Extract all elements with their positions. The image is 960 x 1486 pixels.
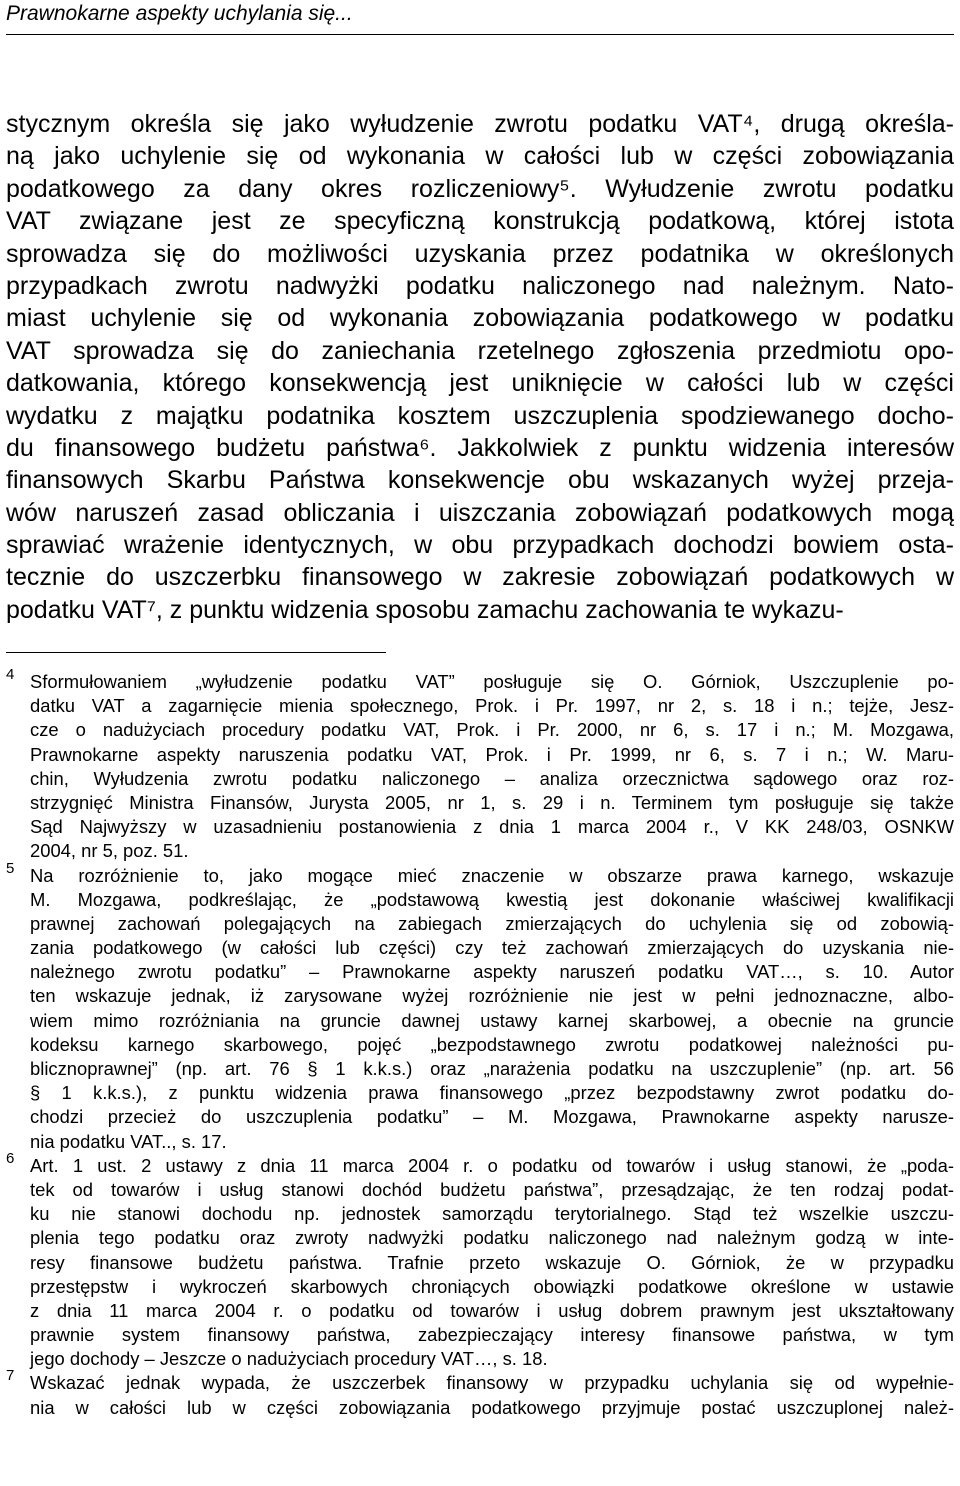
footnote-line: plenia tego podatku oraz zwroty nadwyżki podatku naliczonego nad należnym godzą w inte- [30,1227,954,1249]
footnote-line: chodzi przecież do uszczuplenia podatku” – M. Mozgawa, Prawnokarne aspekty narusze- [30,1106,954,1128]
page-header [6,0,954,30]
body-line: wydatku z majątku podatnika kosztem uszczuplenia spodziewanego docho- [6,401,954,430]
body-line: miast uchylenie się od wykonania zobowiązania podatkowego w podatku [6,304,954,333]
body-line: podatkowego za dany okres rozliczeniowy⁵. Wyłudzenie zwrotu podatku [6,174,954,203]
footnote-line: cze o nadużyciach procedury podatku VAT, Prok. i Pr. 2000, nr 6, s. 17 i n.; M. Mozgawa, [30,719,954,741]
footnotes [6,666,954,1420]
body-line: VAT sprowadza się do zaniechania rzetelnego zgłoszenia przedmiotu opo- [6,336,954,365]
footnote-line: Art. 1 ust. 2 ustawy z dnia 11 marca 2004 r. o podatku od towarów i usług stanowi, że „poda- [30,1154,954,1176]
footnote-line: M. Mozgawa, podkreślając, że „podstawową kwestią jest dokonanie właściwej kwalifikacji [30,888,954,910]
footnote-line: 2004, nr 5, poz. 51. [30,840,189,862]
footnote-line: Wskazać jednak wypada, że uszczerbek finansowy w przypadku uchylania się od wypełnie- [30,1372,954,1394]
main-text [6,108,954,626]
footnote-line: wiem mimo rozróżniania na gruncie dawnej ustawy karnej skarbowej, a obecnie na gruncie [30,1009,954,1031]
footnote-line: chin, Wyłudzenia zwrotu podatku naliczonego – analiza orzecznictwa sądowego oraz roz- [30,767,954,789]
body-line: przypadkach zwrotu nadwyżki podatku naliczonego nad należnym. Nato- [6,271,954,300]
footnote-line: Prawnokarne aspekty naruszenia podatku VAT, Prok. i Pr. 1999, nr 6, s. 7 i n.; W. Maru- [30,743,954,765]
footnote-number: 7 [6,1367,15,1385]
footnote-line: należnego zwrotu podatku” – Prawnokarne aspekty naruszeń podatku VAT…, s. 10. Autor [30,961,954,983]
footnote-line: z dnia 11 marca 2004 r. o podatku od towarów i usług dobrem prawnym jest ukształtowany [30,1299,954,1321]
body-line: podatku VAT⁷, z punktu widzenia sposobu zamachu zachowania te wykazu- [6,595,844,624]
footnote-line: przestępstw i wykroczeń skarbowych chroniących obowiązki podatkowe określone w ustawie [30,1275,954,1297]
running-title: Prawnokarne aspekty uchylania się... [6,2,353,25]
footnote-number: 6 [6,1149,15,1167]
footnote [6,859,954,1154]
body-line: du finansowego budżetu państwa⁶. Jakkolwiek z punktu widzenia interesów [6,433,954,462]
footnote-line: Sformułowaniem „wyłudzenie podatku VAT” posługuje się O. Górniok, Uszczuplenie po- [30,671,954,692]
body-line: sprawiać wrażenie identycznych, w obu przypadkach dochodzi bowiem osta- [6,531,954,560]
footnote [6,666,954,864]
body-line: finansowych Skarbu Państwa konsekwencje obu wskazanych wyżej przeja- [6,466,954,495]
footnote-line: zania podatkowego (w całości lub części) czy też zachowań zmierzających do uzyskania nie- [30,937,954,959]
body-line: datkowania, którego konsekwencją jest uniknięcie w całości lub w części [6,369,954,398]
footnote-separator [6,652,386,653]
body-line: sprowadza się do możliwości uzyskania przez podatnika w określonych [6,239,954,268]
footnote-line: resy finansowe budżetu państwa. Trafnie przeto wskazuje O. Górniok, że w przypadku [30,1251,954,1273]
body-line: wów naruszeń zasad obliczania i uiszczania zobowiązań podatkowych mogą [6,498,954,527]
footnote-line: datku VAT a zagarnięcie mienia społecznego, Prok. i Pr. 1997, nr 2, s. 18 i n.; tejże, Jesz- [30,695,954,717]
footnote [6,1367,954,1419]
footnote-line: blicznoprawnej” (np. art. 76 § 1 k.k.s.) oraz „narażenia podatku na uszczuplenie” (np. art. 56 [30,1058,954,1079]
body-line: stycznym określa się jako wyłudzenie zwrotu podatku VAT⁴, drugą określa- [6,110,954,138]
footnote-line: tek od towarów i usług stanowi dochód budżetu państwa”, przesądzając, że ten rodzaj podat- [30,1178,954,1200]
footnote-line: prawnie system finansowy państwa, zabezpieczający interesy finansowe państwa, w tym [30,1324,954,1346]
footnote-line: nia w całości lub w części zobowiązania podatkowego przyjmuje postać uszczuplonej należ- [30,1396,954,1418]
footnote-line: jego dochody – Jeszcze o nadużyciach procedury VAT…, s. 18. [30,1348,548,1370]
footnote-line: nia podatku VAT.., s. 17. [30,1130,227,1152]
body-line: VAT związane jest ze specyficzną konstrukcją podatkową, której istota [6,207,954,236]
body-line: tecznie do uszczerbku finansowego w zakresie zobowiązań podatkowych w [6,563,954,592]
footnote-number: 4 [6,666,15,683]
footnote-line: ku nie stanowi dochodu np. jednostek samorządu terytorialnego. Stąd też wszelkie uszczu- [30,1203,954,1225]
footnote-line: Sąd Najwyższy w uzasadnieniu postanowienia z dnia 1 marca 2004 r., V KK 248/03, OSNKW [30,816,954,838]
header-rule [6,34,954,35]
footnote-line: strzygnięć Ministra Finansów, Jurysta 2005, nr 1, s. 29 i n. Terminem tym posługuje się także [30,791,954,813]
footnote [6,1149,954,1372]
footnote-number: 5 [6,859,15,877]
footnote-line: kodeksu karnego skarbowego, pojęć „bezpodstawnego zwrotu podatkowej należności pu- [30,1033,954,1055]
footnote-line: § 1 k.k.s.), z punktu widzenia prawa finansowego „przez bezpodstawny zwrot podatku do- [30,1082,954,1104]
body-line: ną jako uchylenie się od wykonania w całości lub w części zobowiązania [6,142,954,171]
footnote-line: ten wskazuje jednak, iż zarysowane wyżej rozróżnienie nie jest w pełni jednoznaczne, albo- [30,985,954,1007]
footnote-line: prawnej zachowań polegających na zabiegach zmierzających do uchylenia się od zobowią- [30,912,954,934]
footnote-line: Na rozróżnienie to, jako mogące mieć znaczenie w obszarze prawa karnego, wskazuje [30,864,954,886]
